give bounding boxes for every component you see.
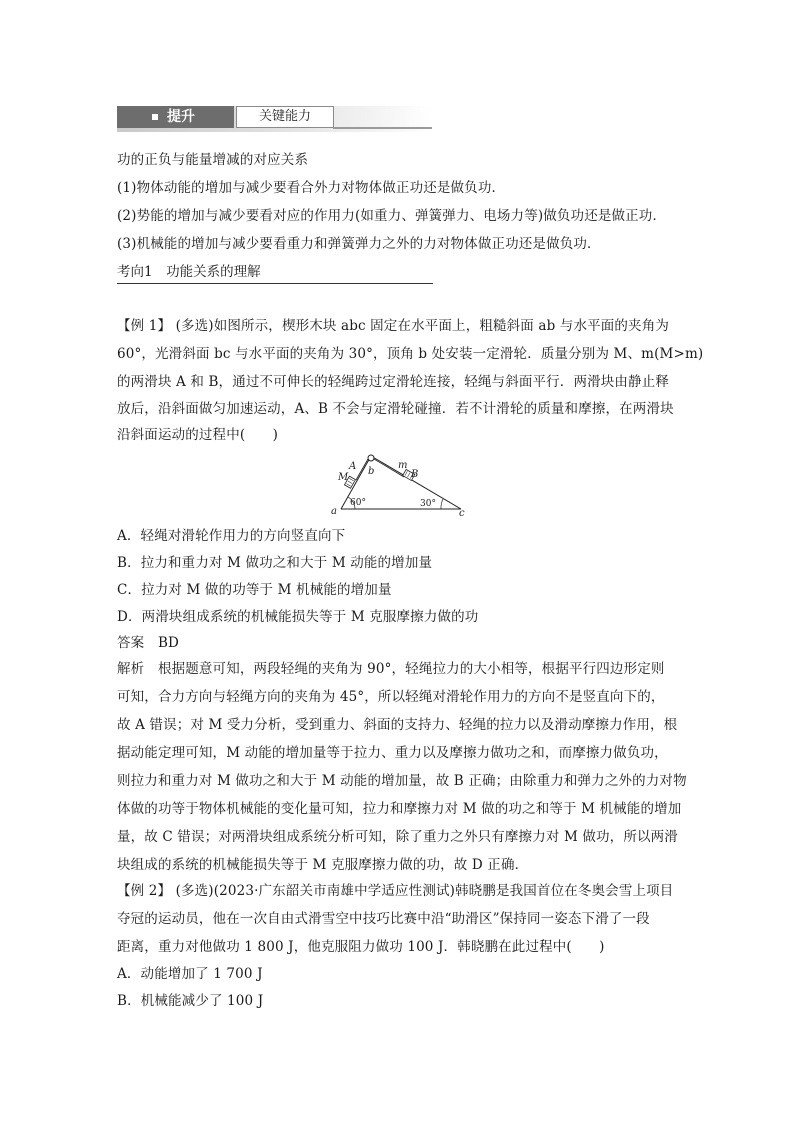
intro-heading: 功的正负与能量增减的对应关系 [117, 152, 309, 168]
example1-answer: 答案 BD [117, 635, 179, 651]
example2-line-1: 【例 2】 (多选)(2023·广东韶关市南雄中学适应性测试)韩晓鹏是我国首位在冬奥会雪上项目 [117, 883, 674, 899]
section-badge [117, 106, 234, 128]
example1-option-A: A．轻绳对滑轮作用力的方向竖直向下 [117, 528, 346, 544]
angle-arc-30 [441, 499, 443, 509]
pulley-icon [368, 455, 374, 461]
rope-left [356, 459, 368, 480]
intro-item-1: (1)物体动能的增加与减少要看合外力对物体做正功还是做负功． [117, 180, 506, 196]
label-A: A [349, 461, 357, 472]
analysis-line-1: 解析 根据题意可知，两段轻绳的夹角为 90°，轻绳拉力的大小相等，根据平行四边形定则 [117, 661, 665, 677]
example1-option-C: C．拉力对 M 做的功等于 M 机械能的增加量 [117, 582, 392, 598]
kaoxiang-label: 考向1 功能关系的理解 [117, 264, 261, 280]
example1-line-5: 沿斜面运动的过程中( ) [117, 427, 278, 443]
label-b: b [368, 466, 375, 477]
example2-line-2: 夺冠的运动员，他在一次自由式滑雪空中技巧比赛中沿“助滑区”保持同一姿态下滑了一段 [117, 911, 650, 927]
incline-bc [371, 456, 461, 509]
example1-option-D: D．两滑块组成系统的机械能损失等于 M 克服摩擦力做的功 [117, 609, 479, 625]
example1-line-3: 的两滑块 A 和 B，通过不可伸长的轻绳跨过定滑轮连接，轻绳与斜面平行．两滑块由静止释 [117, 374, 669, 390]
label-angle-30: 30° [420, 499, 436, 509]
analysis-line-4: 据动能定理可知，M 动能的增加量等于拉力、重力以及摩擦力做功之和，而摩擦力做负功， [117, 745, 668, 761]
analysis-line-6: 体做的功等于物体机械能的变化量可知，拉力和摩擦力对 M 做的功之和等于 M 机械能的增加 [117, 801, 682, 817]
analysis-line-3: 故 A 错误；对 M 受力分析，受到重力、斜面的支持力、轻绳的拉力以及滑动摩擦力作用，根 [117, 717, 678, 733]
label-angle-60: 60° [350, 498, 366, 508]
example2-option-B: B．机械能减少了 100 J [117, 993, 264, 1009]
section-badge-label: 提升 [167, 109, 195, 125]
label-B: B [411, 469, 419, 480]
example2-line-3: 距离，重力对他做功 1 800 J，他克服阻力做功 100 J．韩晓鹏在此过程中( ) [117, 939, 605, 955]
example1-option-B: B．拉力和重力对 M 做功之和大于 M 动能的增加量 [117, 555, 433, 571]
analysis-line-5: 则拉力和重力对 M 做功之和大于 M 动能的增加量，故 B 正确；由除重力和弹力之外的力对物 [117, 773, 687, 789]
analysis-line-2: 可知，合力方向与轻绳方向的夹角为 45°，所以轻绳对滑轮作用力的方向不是竖直向下的， [117, 689, 665, 705]
intro-item-3: (3)机械能的增加与减少要看重力和弹簧弹力之外的力对物体做正功还是做负功． [117, 236, 601, 252]
label-c: c [459, 508, 465, 516]
label-M: M [338, 472, 349, 483]
label-a: a [331, 506, 337, 516]
label-m: m [398, 460, 408, 471]
section-header-rule [333, 127, 432, 129]
analysis-line-8: 块组成的系统的机械能损失等于 M 克服摩擦力做的功，故 D 正确． [117, 857, 529, 873]
example1-line-4: 放后，沿斜面做匀加速运动，A、B 不会与定滑轮碰撞．若不计滑轮的质量和摩擦，在两滑块 [117, 401, 674, 417]
section-header-bar [117, 106, 432, 132]
wedge-pulley-diagram [329, 450, 469, 516]
kaoxiang-heading [117, 262, 433, 282]
intro-item-2: (2)势能的增加与减少要看对应的作用力(如重力、弹簧弹力、电场力等)做负功还是做正功． [117, 208, 667, 224]
example2-option-A: A．动能增加了 1 700 J [117, 966, 263, 982]
example1-line-2: 60°，光滑斜面 bc 与水平面的夹角为 30°，顶角 b 处安装一定滑轮．质量分别为 M、m(M>m) [117, 346, 704, 362]
section-title: 关键能力 [236, 106, 334, 128]
kaoxiang-underline [117, 283, 433, 284]
square-bullet-icon [152, 114, 158, 120]
example1-line-1: 【例 1】 (多选)如图所示，楔形木块 abc 固定在水平面上，粗糙斜面 ab 与水平面的夹角为 [117, 318, 670, 334]
analysis-line-7: 量，故 C 错误；对两滑块组成系统分析可知，除了重力之外只有摩擦力对 M 做功，所以两滑 [117, 829, 678, 845]
